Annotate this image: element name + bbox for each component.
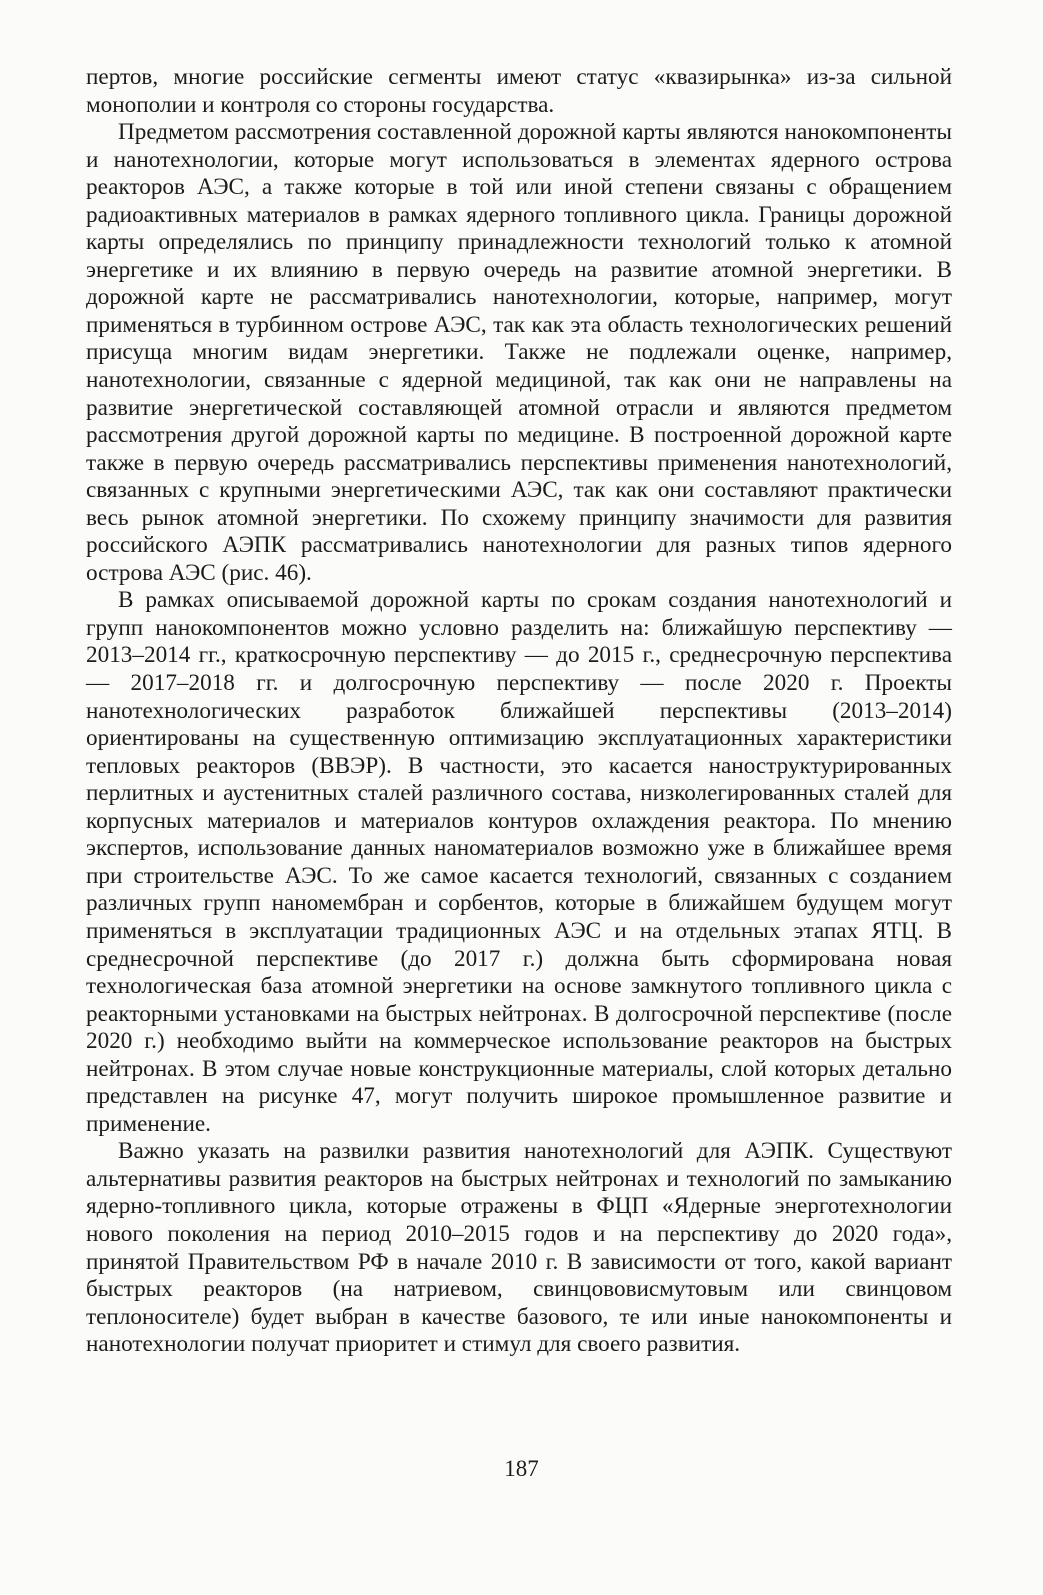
paragraph-continued: пертов, многие российские сегменты имеют статус «квазирынка» из-за сильной монополии и контроля со стороны государства. [86, 64, 952, 118]
paragraph-timeline: В рамках описываемой дорожной карты по срокам создания нанотехнологий и групп нанокомпонентов можно условно разделить на: ближайшую перспективу — 2013–2014 гг., краткосрочную перспективу — до 2015 г., среднесрочную перспектива — 2017–2018 гг. и долгосрочную перспективу — после 2020 г. Проекты нанотехнологических разработок ближайшей перспективы (2013–2014) ориентированы на существенную оптимизацию эксплуатационных характеристики тепловых реакторов (ВВЭР). В частности, это касается наноструктурированных перлитных и аустенитных сталей различного состава, низколегированных сталей для корпусных материалов и материалов контуров охлаждения реактора. По мнению экспертов, использование данных наноматериалов возможно уже в ближайшее время при строительстве АЭС. То же самое касается технологий, связанных с созданием различных групп наномембран и сорбентов, которые в ближайшем будущем могут применяться в эксплуатации традиционных АЭС и на отдельных этапах ЯТЦ. В среднесрочной перспективе (до 2017 г.) должна быть сформирована новая технологическая база атомной энергетики на основе замкнутого топливного цикла с реакторными установками на быстрых нейтронах. В долгосрочной перспективе (после 2020 г.) необходимо выйти на коммерческое использование реакторов на быстрых нейтронах. В этом случае новые конструкционные материалы, слой которых детально представлен на рисунке 47, могут получить широкое промышленное развитие и применение. [86, 587, 952, 1137]
page-number: 187 [504, 1456, 539, 1481]
paragraph-alternatives: Важно указать на развилки развития нанотехнологий для АЭПК. Существуют альтернативы развития реакторов на быстрых нейтронах и технологий по замыканию ядерно-топливного цикла, которые отражены в ФЦП «Ядерные энерготехнологии нового поколения на период 2010–2015 годов и на перспективу до 2020 года», принятой Правительством РФ в начале 2010 г. В зависимости от того, какой вариант быстрых реакторов (на натриевом, свинцововисмутовым или свинцовом теплоносителе) будет выбран в качестве базового, те или иные нанокомпоненты и нанотехнологии получат приоритет и стимул для своего развития. [86, 1138, 952, 1358]
body-text [86, 64, 952, 1359]
paragraph-roadmap-scope: Предметом рассмотрения составленной дорожной карты являются нанокомпоненты и нанотехнологии, которые могут использоваться в элементах ядерного острова реакторов АЭС, а также которые в той или иной степени связаны с обращением радиоактивных материалов в рамках ядерного топливного цикла. Границы дорожной карты определялись по принципу принадлежности технологий только к атомной энергетике и их влиянию в первую очередь на развитие атомной энергетики. В дорожной карте не рассматривались нанотехнологии, которые, например, могут применяться в турбинном острове АЭС, так как эта область технологических решений присуща многим видам энергетики. Также не подлежали оценке, например, нанотехнологии, связанные с ядерной медициной, так как они не направлены на развитие энергетической составляющей атомной отрасли и являются предметом рассмотрения другой дорожной карты по медицине. В построенной дорожной карте также в первую очередь рассматривались перспективы применения нанотехнологий, связанных с крупными энергетическими АЭС, так как они составляют практически весь рынок атомной энергетики. По схожему принципу значимости для развития российского АЭПК рассматривались нанотехнологии для разных типов ядерного острова АЭС (рис. 46). [86, 119, 952, 586]
